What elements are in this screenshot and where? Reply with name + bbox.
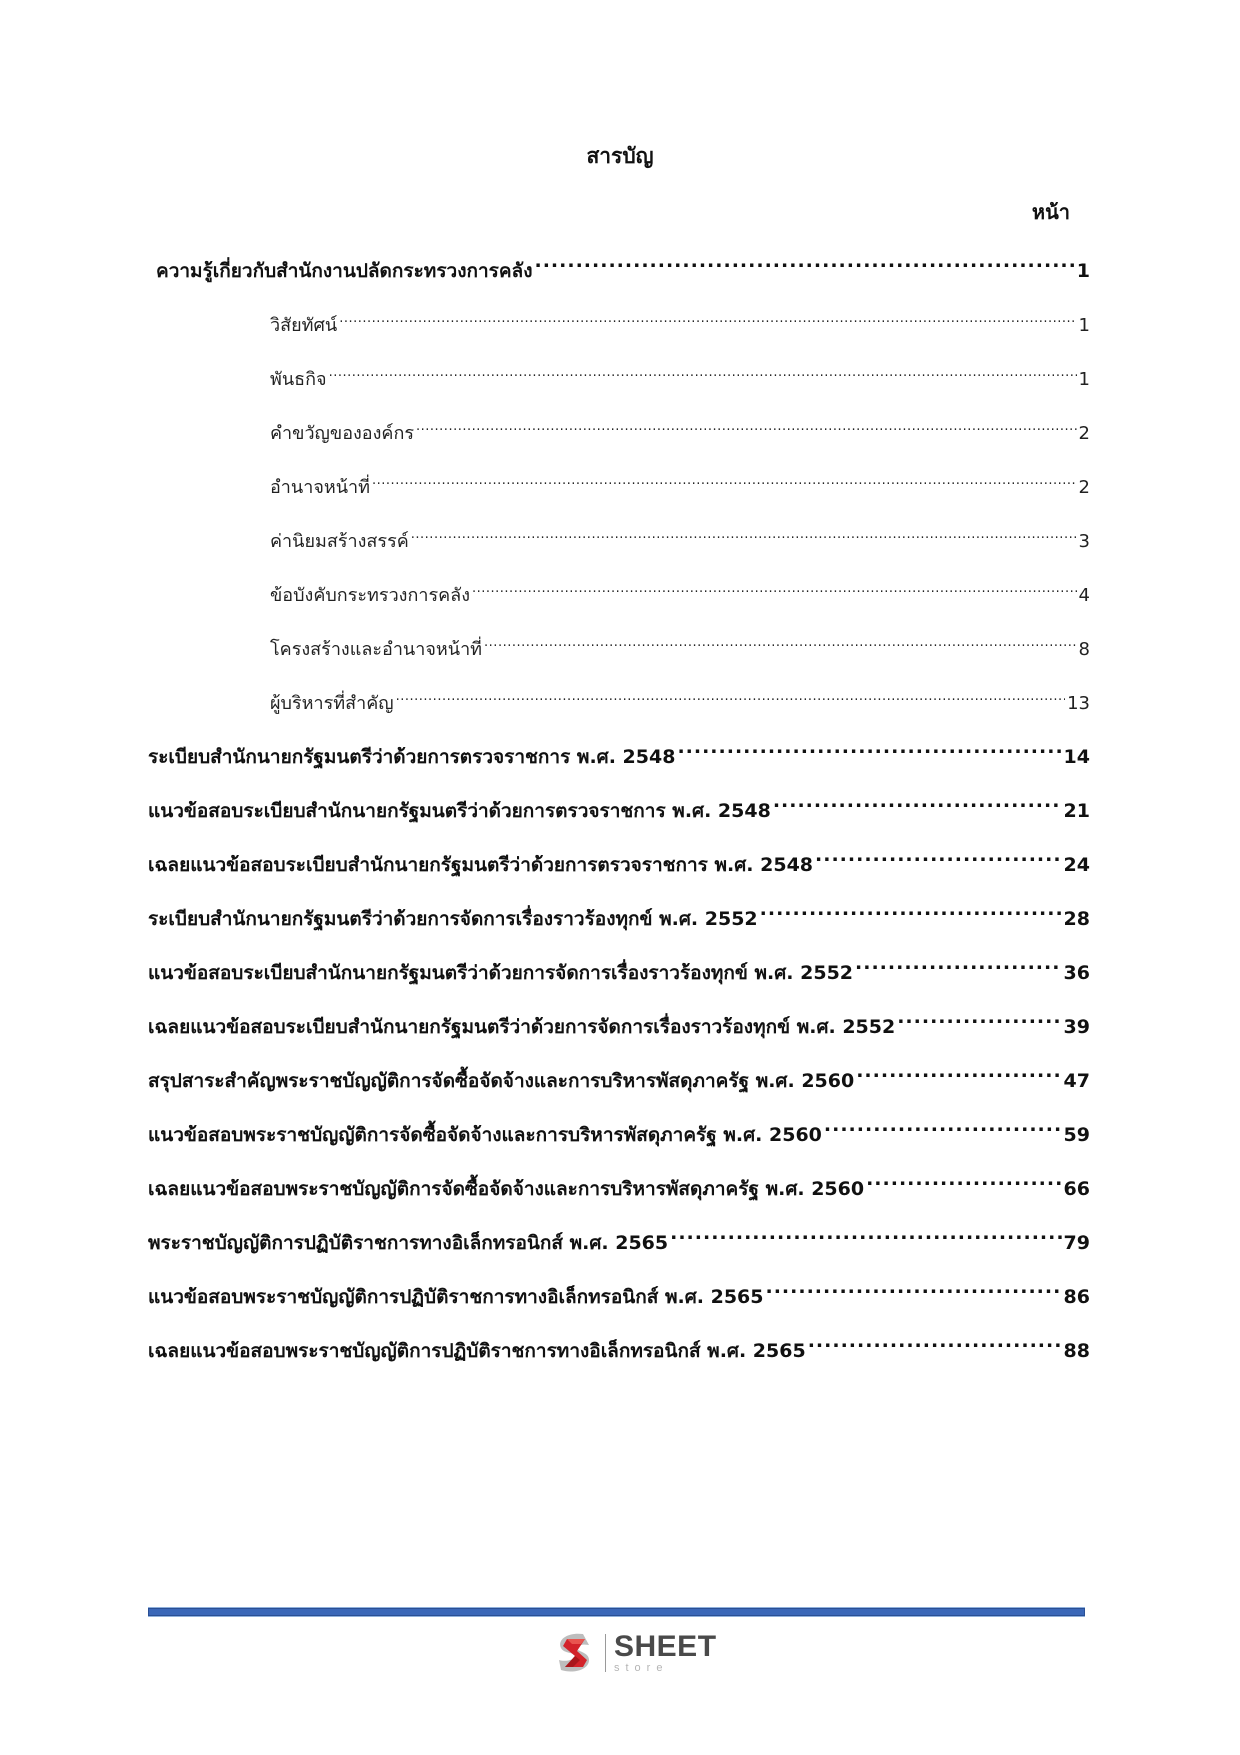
toc-entry[interactable] (270, 517, 1090, 552)
toc-entry[interactable] (270, 571, 1090, 606)
dot-leader (411, 517, 1077, 547)
dot-leader (866, 1165, 1061, 1195)
toc-entry-page: 2 (1078, 477, 1090, 498)
toc-entry-label: แนวข้อสอบระเบียบสำนักนายกรัฐมนตรีว่าด้วยการตรวจราชการ พ.ศ. 2548 (148, 800, 771, 822)
toc-entry[interactable] (148, 1111, 1090, 1146)
toc-entry-page: 86 (1063, 1286, 1090, 1308)
toc-entry-page: 39 (1063, 1016, 1090, 1038)
toc-entry-label: วิสัยทัศน์ (270, 315, 338, 336)
toc-entry-page: 79 (1063, 1232, 1090, 1254)
toc-entry-label: แนวข้อสอบพระราชบัญญัติการจัดซื้อจัดจ้างและการบริหารพัสดุภาครัฐ พ.ศ. 2560 (148, 1124, 822, 1146)
dot-leader (856, 1057, 1061, 1087)
logo-subtitle: store (614, 1662, 669, 1674)
dot-leader (824, 1111, 1062, 1141)
toc-entry-label: พระราชบัญญัติการปฏิบัติราชการทางอิเล็กทรอนิกส์ พ.ศ. 2565 (148, 1232, 669, 1254)
toc-entry[interactable] (148, 1003, 1090, 1038)
sheet-store-s-logo-icon (553, 1630, 599, 1676)
toc-entry-label: ระเบียบสำนักนายกรัฐมนตรีว่าด้วยการจัดการเรื่องราวร้องทุกข์ พ.ศ. 2552 (148, 908, 758, 930)
toc-entry-label: คำขวัญขององค์กร (270, 423, 415, 444)
toc-entry-label: สรุปสาระสำคัญพระราชบัญญัติการจัดซื้อจัดจ้างและการบริหารพัสดุภาครัฐ พ.ศ. 2560 (148, 1070, 855, 1092)
dot-leader (534, 247, 1074, 277)
toc-entry-page: 66 (1063, 1178, 1090, 1200)
logo-text (614, 1632, 717, 1674)
toc-entry-page: 36 (1063, 962, 1090, 984)
toc-entry-label: ความรู้เกี่ยวกับสำนักงานปลัดกระทรวงการคลัง (156, 260, 533, 282)
toc-entry-page: 3 (1078, 531, 1090, 552)
toc-entry[interactable] (270, 409, 1090, 444)
toc-entry-label: พันธกิจ (270, 369, 327, 390)
toc-entry-label: อำนาจหน้าที่ (270, 477, 371, 498)
dot-leader (760, 895, 1062, 925)
footer-divider-bar (148, 1607, 1085, 1617)
toc-entry-page: 1 (1078, 369, 1090, 390)
dot-leader (855, 949, 1062, 979)
dot-leader (808, 1327, 1062, 1357)
toc-entry-page: 24 (1063, 854, 1090, 876)
dot-leader (773, 787, 1062, 817)
dot-leader (677, 733, 1061, 763)
toc-entry-page: 21 (1063, 800, 1090, 822)
toc-entry-page: 14 (1063, 746, 1090, 768)
dot-leader (484, 625, 1077, 655)
toc-entry-label: ระเบียบสำนักนายกรัฐมนตรีว่าด้วยการตรวจราชการ พ.ศ. 2548 (148, 746, 676, 768)
toc-entry-label: เฉลยแนวข้อสอบระเบียบสำนักนายกรัฐมนตรีว่าด้วยการตรวจราชการ พ.ศ. 2548 (148, 854, 814, 876)
page-title: สารบัญ (586, 144, 654, 168)
toc-entry-page: 8 (1078, 639, 1090, 660)
toc-entry[interactable] (270, 679, 1090, 714)
toc-entry-label: ค่านิยมสร้างสรรค์ (270, 531, 409, 552)
toc-entry-page: 2 (1078, 423, 1090, 444)
toc-entry-label: เฉลยแนวข้อสอบระเบียบสำนักนายกรัฐมนตรีว่าด้วยการจัดการเรื่องราวร้องทุกข์ พ.ศ. 2552 (148, 1016, 896, 1038)
toc-entry-label: ผู้บริหารที่สำคัญ (270, 693, 394, 714)
page-column-label: หน้า (1031, 200, 1070, 224)
toc-entry[interactable] (270, 355, 1090, 390)
toc-entry[interactable] (148, 895, 1090, 930)
toc-entry[interactable] (148, 787, 1090, 822)
toc-entry-page: 88 (1063, 1340, 1090, 1362)
toc-entry-page: 1 (1076, 260, 1090, 282)
toc-entry-page: 47 (1063, 1070, 1090, 1092)
dot-leader (396, 679, 1065, 709)
dot-leader (329, 355, 1077, 385)
toc-entry[interactable] (148, 1057, 1090, 1092)
toc-entry[interactable] (148, 733, 1090, 768)
toc-entry[interactable] (148, 1165, 1090, 1200)
toc-entry[interactable] (270, 625, 1090, 660)
toc-entry[interactable] (270, 463, 1090, 498)
dot-leader (897, 1003, 1061, 1033)
dot-leader (339, 301, 1076, 331)
dot-leader (372, 463, 1077, 493)
toc-entry[interactable] (148, 1219, 1090, 1254)
toc-entry[interactable] (270, 301, 1090, 336)
toc-entry-page: 1 (1078, 315, 1090, 336)
toc-entry-label: แนวข้อสอบระเบียบสำนักนายกรัฐมนตรีว่าด้วยการจัดการเรื่องราวร้องทุกข์ พ.ศ. 2552 (148, 962, 854, 984)
toc-entry-page: 13 (1067, 693, 1090, 714)
toc-entry[interactable] (156, 247, 1090, 282)
logo-divider (605, 1634, 606, 1672)
toc-entry[interactable] (148, 841, 1090, 876)
dot-leader (765, 1273, 1061, 1303)
toc-entry-page: 28 (1063, 908, 1090, 930)
toc-entry-label: เฉลยแนวข้อสอบพระราชบัญญัติการจัดซื้อจัดจ้างและการบริหารพัสดุภาครัฐ พ.ศ. 2560 (148, 1178, 865, 1200)
logo-word: SHEET (614, 1630, 717, 1663)
toc-entry-page: 4 (1078, 585, 1090, 606)
toc-entry-label: ข้อบังคับกระทรวงการคลัง (270, 585, 470, 606)
toc-entry-label: แนวข้อสอบพระราชบัญญัติการปฏิบัติราชการทางอิเล็กทรอนิกส์ พ.ศ. 2565 (148, 1286, 764, 1308)
toc-entry-page: 59 (1063, 1124, 1090, 1146)
toc-entry[interactable] (148, 949, 1090, 984)
toc-entry[interactable] (148, 1327, 1090, 1362)
toc-entry-label: โครงสร้างและอำนาจหน้าที่ (270, 639, 483, 660)
toc-entry[interactable] (148, 1273, 1090, 1308)
toc-entry-label: เฉลยแนวข้อสอบพระราชบัญญัติการปฏิบัติราชการทางอิเล็กทรอนิกส์ พ.ศ. 2565 (148, 1340, 806, 1362)
dot-leader (416, 409, 1077, 439)
dot-leader (815, 841, 1062, 871)
dot-leader (472, 571, 1077, 601)
dot-leader (670, 1219, 1061, 1249)
footer-logo (553, 1628, 717, 1678)
